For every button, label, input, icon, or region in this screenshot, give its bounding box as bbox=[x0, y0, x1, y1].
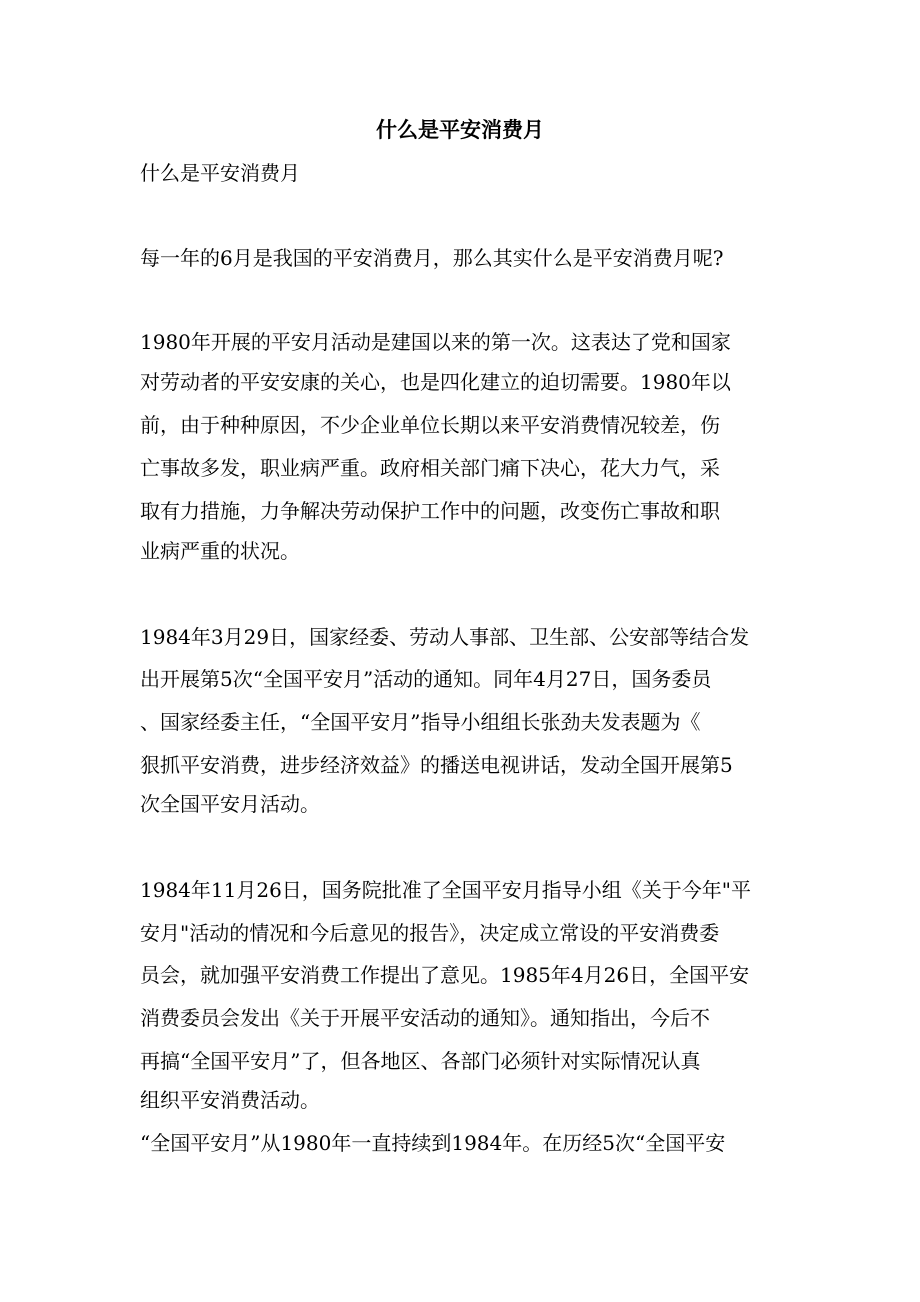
paragraph-line: 对劳动者的平安安康的关心，也是四化建立的迫切需要。1980年以 bbox=[140, 370, 731, 394]
paragraph-line: 再搞“全国平安月”了，但各地区、各部门必须针对实际情况认真 bbox=[140, 1049, 701, 1073]
paragraph-line: 安月"活动的情况和今后意见的报告》，决定成立常设的平安消费委 bbox=[140, 921, 720, 945]
intro-line: 每一年的6月是我国的平安消费月，那么其实什么是平安消费月呢? bbox=[140, 246, 724, 270]
document-title: 什么是平安消费月 bbox=[376, 117, 544, 142]
paragraph-line: 、国家经委主任，“全国平安月”指导小组组长张劲夫发表题为《 bbox=[140, 710, 701, 734]
paragraph-line: 1980年开展的平安月活动是建国以来的第一次。这表达了党和国家 bbox=[140, 330, 731, 354]
subtitle-line: 什么是平安消费月 bbox=[140, 161, 300, 185]
paragraph-line: 取有力措施，力争解决劳动保护工作中的问题，改变伤亡事故和职 bbox=[140, 499, 720, 523]
paragraph-line: 次全国平安月活动。 bbox=[140, 792, 320, 816]
paragraph-line: 1984年3月29日，国家经委、劳动人事部、卫生部、公安部等结合发 bbox=[140, 625, 750, 649]
paragraph-line: 消费委员会发出《关于开展平安活动的通知》。通知指出，今后不 bbox=[140, 1006, 710, 1030]
paragraph-line: 前，由于种种原因，不少企业单位长期以来平安消费情况较差，伤 bbox=[140, 413, 720, 437]
paragraph-line: “全国平安月”从1980年一直持续到1984年。在历经5次“全国平安 bbox=[140, 1131, 726, 1155]
paragraph-line: 业病严重的状况。 bbox=[140, 539, 300, 563]
paragraph-line: 出开展第5次“全国平安月”活动的通知。同年4月27日，国务委员 bbox=[140, 667, 712, 691]
paragraph-line: 员会，就加强平安消费工作提出了意见。1985年4月26日，全国平安 bbox=[140, 963, 750, 987]
paragraph-line: 1984年11月26日，国务院批准了全国平安月指导小组《关于今年"平 bbox=[140, 878, 751, 902]
paragraph-line: 组织平安消费活动。 bbox=[140, 1088, 320, 1112]
paragraph-line: 狠抓平安消费，进步经济效益》的播送电视讲话，发动全国开展第5 bbox=[140, 753, 733, 777]
paragraph-line: 亡事故多发，职业病严重。政府相关部门痛下决心，花大力气，采 bbox=[140, 456, 720, 480]
